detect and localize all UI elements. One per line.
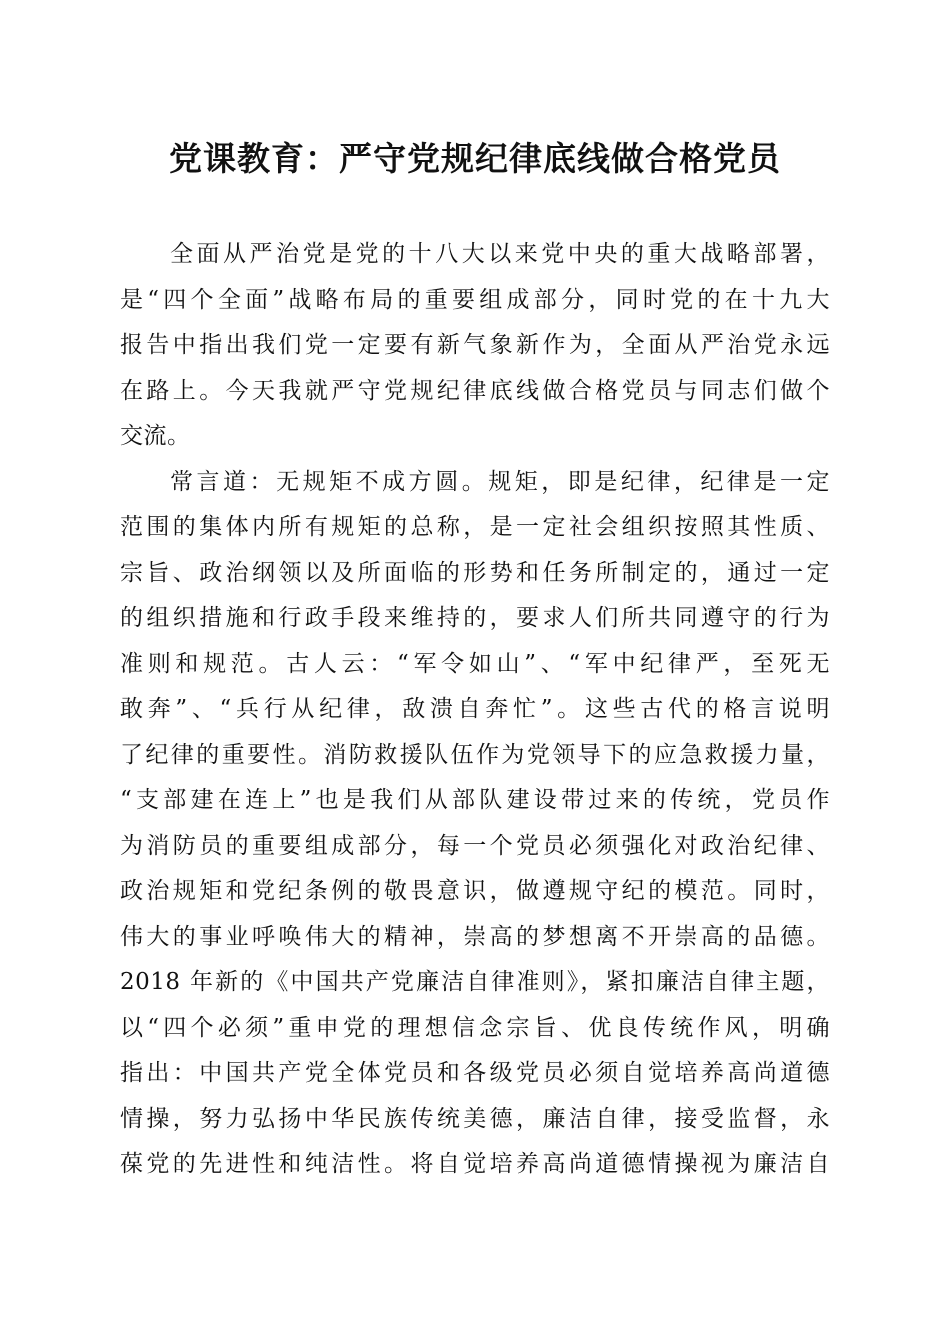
text-line: 的组织措施和行政手段来维持的，要求人们所共同遵守的行为: [120, 605, 830, 631]
text-line: 常言道：无规矩不成方圆。规矩，即是纪律，纪律是一定: [170, 468, 830, 495]
text-line: “支部建在连上”也是我们从部队建设带过来的传统，党员作: [120, 787, 830, 813]
paragraph-intro: [120, 232, 830, 460]
text-line: 范围的集体内所有规矩的总称，是一定社会组织按照其性质、: [120, 514, 830, 540]
text-line: 全面从严治党是党的十八大以来党中央的重大战略部署，: [170, 241, 830, 267]
text-line: 为消防员的重要组成部分，每一个党员必须强化对政治纪律、: [120, 832, 830, 859]
text-line: 政治规矩和党纪条例的敬畏意识，做遵规守纪的模范。同时，: [120, 878, 830, 904]
text-line: 准则和规范。古人云：“军令如山”、“军中纪律严，至死无: [120, 650, 830, 677]
text-line: 报告中指出我们党一定要有新气象新作为，全面从严治党永远: [120, 332, 830, 358]
text-line: 敢奔”、“兵行从纪律，敌溃自奔忙”。这些古代的格言说明: [120, 696, 830, 722]
text-line: 宗旨、政治纲领以及所面临的形势和任务所制定的，通过一定: [120, 559, 830, 586]
text-line: 以“四个必须”重申党的理想信念宗旨、优良传统作风，明确: [120, 1014, 830, 1041]
text-line: 在路上。今天我就严守党规纪律底线做合格党员与同志们做个: [120, 377, 830, 404]
text-line: 情操，努力弘扬中华民族传统美德，廉洁自律，接受监督，永: [120, 1105, 830, 1132]
document-title: 党课教育：严守党规纪律底线做合格党员: [169, 139, 781, 178]
text-line: 2018 年新的《中国共产党廉洁自律准则》，紧扣廉洁自律主题，: [120, 969, 830, 995]
text-line: 葆党的先进性和纯洁性。将自觉培养高尚道德情操视为廉洁自: [120, 1151, 830, 1177]
text-line: 是“四个全面”战略布局的重要组成部分，同时党的在十九大: [120, 286, 830, 313]
text-line: 交流。: [120, 423, 191, 449]
text-line: 伟大的事业呼唤伟大的精神，崇高的梦想离不开崇高的品德。: [120, 923, 830, 950]
text-line: 了纪律的重要性。消防救援队伍作为党领导下的应急救援力量，: [120, 741, 830, 768]
paragraph-discipline: [120, 460, 830, 1188]
document-body: [120, 232, 830, 1188]
text-line: 指出：中国共产党全体党员和各级党员必须自觉培养高尚道德: [120, 1060, 830, 1086]
